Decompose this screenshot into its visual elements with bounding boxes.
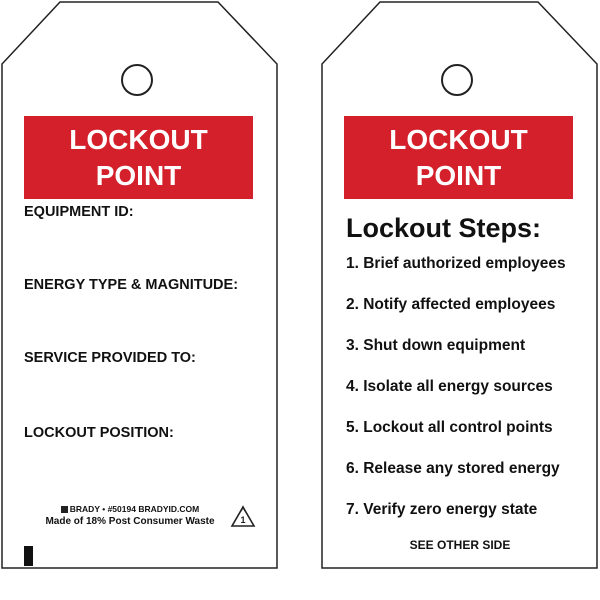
step-5: 5. Lockout all control points bbox=[346, 419, 553, 436]
back-tag-hole bbox=[441, 64, 473, 96]
front-tag-header bbox=[24, 116, 253, 199]
footer-brand-line: BRADY • #50194 BRADYID.COM bbox=[30, 504, 230, 514]
field-lockout-position: LOCKOUT POSITION: bbox=[24, 425, 174, 441]
front-tag-hole bbox=[121, 64, 153, 96]
footer-brand: BRADY bbox=[69, 504, 100, 514]
brady-logo-icon bbox=[61, 506, 68, 513]
see-other-side: SEE OTHER SIDE bbox=[409, 538, 511, 552]
step-2: 2. Notify affected employees bbox=[346, 296, 556, 313]
back-header-line2: POINT bbox=[415, 159, 502, 191]
step-6: 6. Release any stored energy bbox=[346, 460, 560, 477]
back-tag-header bbox=[344, 116, 573, 199]
front-tag bbox=[0, 0, 280, 600]
edge-mark bbox=[24, 546, 33, 566]
field-equipment-id: EQUIPMENT ID: bbox=[24, 204, 134, 220]
footer-material: Made of 18% Post Consumer Waste bbox=[45, 516, 215, 527]
back-header-line1: LOCKOUT bbox=[389, 123, 528, 155]
front-header-line2: POINT bbox=[95, 159, 182, 191]
recycle-icon bbox=[230, 505, 256, 529]
step-4: 4. Isolate all energy sources bbox=[346, 378, 553, 395]
back-tag bbox=[320, 0, 600, 600]
steps-title: Lockout Steps: bbox=[346, 213, 542, 243]
field-energy-type: ENERGY TYPE & MAGNITUDE: bbox=[24, 277, 239, 293]
step-1: 1. Brief authorized employees bbox=[346, 255, 566, 272]
footer-part-number: #50194 bbox=[107, 504, 136, 514]
step-7: 7. Verify zero energy state bbox=[346, 501, 538, 518]
recycle-code: 1 bbox=[240, 515, 246, 525]
step-3: 3. Shut down equipment bbox=[346, 337, 526, 354]
front-header-line1: LOCKOUT bbox=[69, 123, 208, 155]
footer-url: BRADYID.COM bbox=[138, 504, 200, 514]
field-service-provided: SERVICE PROVIDED TO: bbox=[24, 350, 196, 366]
